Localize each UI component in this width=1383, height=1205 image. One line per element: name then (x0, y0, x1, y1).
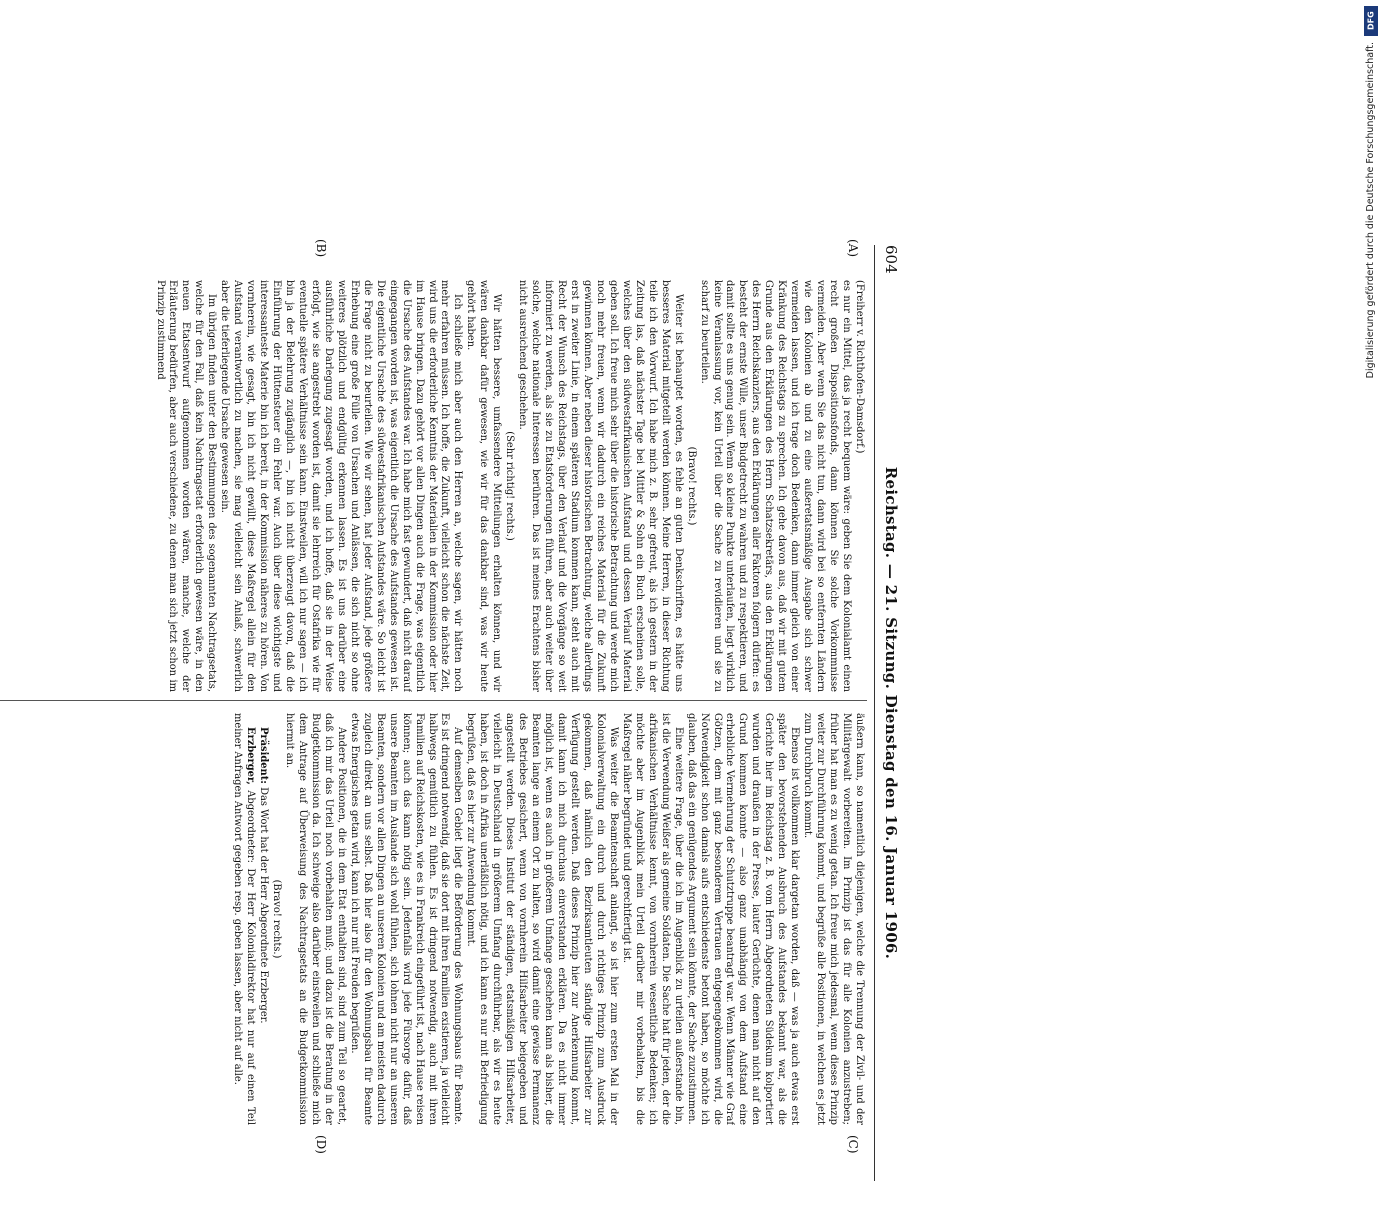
paragraph: Im übrigen finden unter den Bestimmungen des sogenannten Nachtragsetats, welche für den Fall, daß kein Nachtragsetat erforderlich gewesen wäre, in den neuen Etatsentwurf aufgenommen worden wären, manche, welche der Erläuterung bedürfen, aber auch verschiedene, zu denen man sich jetzt schon im Prinzip zustimmend (154, 280, 218, 692)
applause-note: (Bravo! rechts.) (685, 446, 697, 526)
margin-marker-a: (A) (846, 239, 860, 258)
paragraph: Wir hätten bessere, umfassendere Mitteilungen erhalten können, und wir wären dankbar dafür gewesen, wie wir für das dankbar sind, was wir heute gehört haben. (465, 280, 503, 692)
applause-note: (Bravo! rechts.) (271, 879, 283, 959)
paragraph: Ebenso ist vollkommen klar dargetan worden, daß — was ja auch etwas erst später den bevorstehenden Ausbruch des Aufstandes bekannt war, als die Gerichte hier im Reichstag z. B. vom Herrn Abgeordneten Südekum kolportiert wurden und draußen in der Presse, lauter Gerüchte, denen man nicht auf den Grund kommen konnte — also ganz unabhängig von dem Aufstand eine erhebliche Vermehrung der Schutztruppe beantragt war. Wenn Männer wie Graf Götzen, dem mit ganz besonderem Vertrauen entgegengekommen wird, die Notwendigkeit schon damals aufs entschiedenste betont haben, so möchte ich glauben, daß das ein genügendes Argument sein könnte, der Sache zuzustimmen. (685, 713, 801, 1125)
margin-marker-b: (B) (314, 239, 328, 258)
page-title: Reichstag. — 21. Sitzung. Dienstag den 16. Januar 1906. (882, 466, 900, 960)
paragraph: Ich schließe mich aber auch den Herren an, welche sagen, wir hätten noch mehr erfahren müssen. Ich hoffe, die Zukunft, vielleicht schon die nächste Zeit, wird uns die erforderliche Kenntnis der Materialien in der Kommission oder hier im Hause bringen. Dazu gehört vor allen Dingen auch die Frage, was eigentlich die Ursache des Aufstandes war. Ich habe mich fast gewundert, daß nicht darauf eingegangen worden ist, was eigentlich die Ursache des Aufstandes gewesen ist. Die eigentliche Ursache des südwestafrikanischen Aufstandes wäre. So leicht ist die Frage nicht zu beurteilen. Wie wir sehen, hat jeder Aufstand, jede größere Erhebung eine große Fülle von Ursachen und Anlässen, die sich nicht so ohne weiteres plötzlich und endgültig erkennen lassen. Es ist uns darüber eine ausführliche Darlegung zugesagt worden, und ich hoffe, daß sie in der Weise erfolgt, wie sie angestrebt worden ist, damit sie lehrreich für Ostafrika wie für eventuelle spätere Verhältnisse sein kann. Einstweilen, will ich nur sagen — ich bin ja der Belehrung zugänglich —, bin ich nicht überzeugt davon, daß die Einführung der Hüttensteuer ein Fehler war. Auch über diese wichtigste und interessanteste Materie bin ich bereit, in der Kommission näheres zu hören. Von vornherein, wie gesagt, bin ich nicht gewillt, diese Maßregel allein für den Aufstand verantwortlich zu machen, sie mag vielleicht sein Anlaß, schwerlich aber die tieferliegende Ursache gewesen sein. (219, 280, 464, 692)
column-divider (0, 700, 867, 701)
speaker-note: (Freiherr v. Richthofen-Damsdorf.) (854, 280, 865, 454)
margin-marker-d: (D) (314, 1135, 328, 1154)
paragraph: Eine weitere Frage, über die ich im Augenblick zu urteilen außerstande bin, ist die Verwendung Weißer als gemeine Soldaten. Die Sache hat für jeden, der die afrikanischen Verhältnisse kennt, von vornherein wesentliche Bedenken; ich möchte aber im Augenblick mein Urteil darüber mir vorbehalten, bis die Maßregel näher begründet und gerechtfertigt ist. (620, 713, 684, 1125)
paragraph: es nur ein Mittel, das ja recht bequem wäre: geben Sie dem Kolonialamt einen recht großen Dispositionsfonds, dann können Sie solche Vorkommnisse vermeiden. Aber wenn Sie das nicht tun, dann wird bei so entfernten Ländern wie den Kolonien ab und zu eine außeretatsmäßige Ausgabe sich schwer vermeiden lassen, und ich trage doch Bedenken, dann immer gleich von einer Kränkung des Reichstags zu sprechen. Ich gehe davon aus, daß wir mit gutem Grunde aus den Erklärungen des Herrn Schatzsekretärs, aus den Erklärungen des Herrn Reichskanzlers, aus den Erklärungen aller Faktoren folgern dürfen: es besteht der ernste Wille, unser Budgetrecht zu wahren und zu respektieren, und damit sollte es uns genug sein. Wenn so kleine Punkte unterlaufen, liegt wirklich keine Veranlassung vor, kein Urteil über die Sache zu revidieren und sie zu scharf zu beurteilen. (698, 280, 853, 692)
erzberger-text: Abgeordneter: Der Herr Kolonialdirektor hat nur auf einen Teil meiner Anfragen Antwort gegeben resp. geben lassen, aber nicht auf alle. (232, 713, 257, 1125)
credit-text: Digitalisierung gefördert durch die Deutsche Forschungsgemeinschaft. (1365, 42, 1376, 379)
paragraph: Auf demselben Gebiet liegt die Beförderung des Wohnungsbaus für Beamte. Es ist dringend notwendig, daß sie dort mit ihren Familien existieren, ja vielleicht halbwegs gemütlich zu fühlen. Es ist dringend notwendig, auch mit ihren Familien auf Reichskosten, wie es in Frankreich eingeführt ist, nach Hause reisen können; auch das kann nötig sein. Jedenfalls wird jede Fürsorge dafür, daß unsere Beamten im Auslande sich wohl fühlen, sich lohnen nicht nur an unseren Beamten, sondern vor allen Dingen an unseren Kolonien und am meisten dadurch zugleich direkt an uns selbst. Daß hier also für den Wohnungsbau für Beamte etwas Energisches getan wird, kann ich nur mit Freuden begrüßen. (348, 713, 464, 1125)
paragraph: äußern kann, so namentlich diejenigen, welche die Trennung der Zivil- und der Militärgewalt vorbereiten. Im Prinzip ist das für alle Kolonien anzustreben; früher hat man es zu wenig getan. Ich freue mich jedesmal, wenn dieses Prinzip weiter zur Durchführung kommt, und begrüße alle Positionen, in welchen es jetzt zum Durchbruch kommt. (802, 713, 865, 1125)
president-paragraph (256, 713, 269, 1125)
right-column (0, 713, 865, 1125)
paragraph: Andere Positionen, die in dem Etat enthalten sind, sind zum Teil so geartet, daß ich mir das Urteil noch vorbehalten muß; und dazu ist die Beratung in der Budgetkommission da. Ich schweige also darüber einstweilen und schließe mich dem Antrage auf Überweisung des Nachtragsetats an die Budgetkommission hiermit an. (284, 713, 347, 1125)
dfg-logo: DFG (1364, 6, 1378, 36)
page-header (874, 245, 901, 1181)
rotated-page-scan (0, 225, 905, 1205)
erzberger-paragraph (230, 713, 256, 1125)
left-column (0, 280, 865, 692)
erzberger-label: Erzberger, (245, 727, 257, 785)
applause-note: (Sehr richtig! rechts.) (504, 431, 516, 541)
paragraph: Weiter ist behauptet worden, es fehle an guten Denkschriften, es hätte uns besseres Material mitgeteilt werden können. Meine Herren, in dieser Richtung teile ich den Vorwurf. Ich habe mich z. B. sehr gefreut, als ich gestern in der Zeitung las, daß nächster Tage bei Mittler & Sohn ein Buch erscheinen solle, welches über den südwestafrikanischen Aufstand und dessen Verlauf Material geben soll. Ich freue mich sehr über die historische Betrachtung und werde mich noch mehr freuen, wenn wir dadurch ein reiches Material für die Zukunft gewinnen können. Aber neben dieser historischen Betrachtung, welche allerdings erst in zweiter Linie, in einem späteren Stadium kommen kann, steht auch mit Recht der Wunsch des Reichstags, über den Verlauf und die Vorgänge so weit informiert zu werden, als sie zu Etatsforderungen führen, aber auch weiter über solche, welche nationale Interessen berühren. Das ist meines Erachtens bisher nicht ausreichend geschehen. (517, 280, 684, 692)
digitization-credit (1364, 0, 1378, 1000)
paragraph: Was weiter die Beamtenschaft anlangt, so ist hier zum ersten Mal in der Kolonialverwaltung ein durch und durch richtiges Prinzip zum Ausdruck gekommen, daß nämlich den Bezirksamtleuten ständige Hilfsarbeiter zur Verfügung gestellt werden. Daß dieses Prinzip hier zur Anerkennung kommt, damit kann ich mich durchaus einverstanden erklären. Da es nicht immer möglich ist, wenn es auch in größerem Umfange geschehen kann als bisher, die Beamten lange an einem Ort zu halten, so wird damit eine gewisse Permanenz des Betriebes gesichert, wenn von vornherein Hilfsarbeiter beigegeben und angestellt werden. Dieses Institut der ständigen, etatsmäßigen Hilfsarbeiter, vielleicht in Deutschland in größerem Umfang durchführbar, als wir es heute haben, ist doch in Afrika unerläßlich nötig, und ich kann es nur mit Befriedigung begrüßen, daß es hier zur Anwendung kommt. (465, 713, 619, 1125)
margin-marker-c: (C) (846, 1135, 860, 1154)
president-text: Das Wort hat der Herr Abgeordnete Erzberger. (258, 787, 270, 1024)
page-number: 604 (882, 245, 900, 274)
president-label: Präsident: (258, 727, 270, 784)
